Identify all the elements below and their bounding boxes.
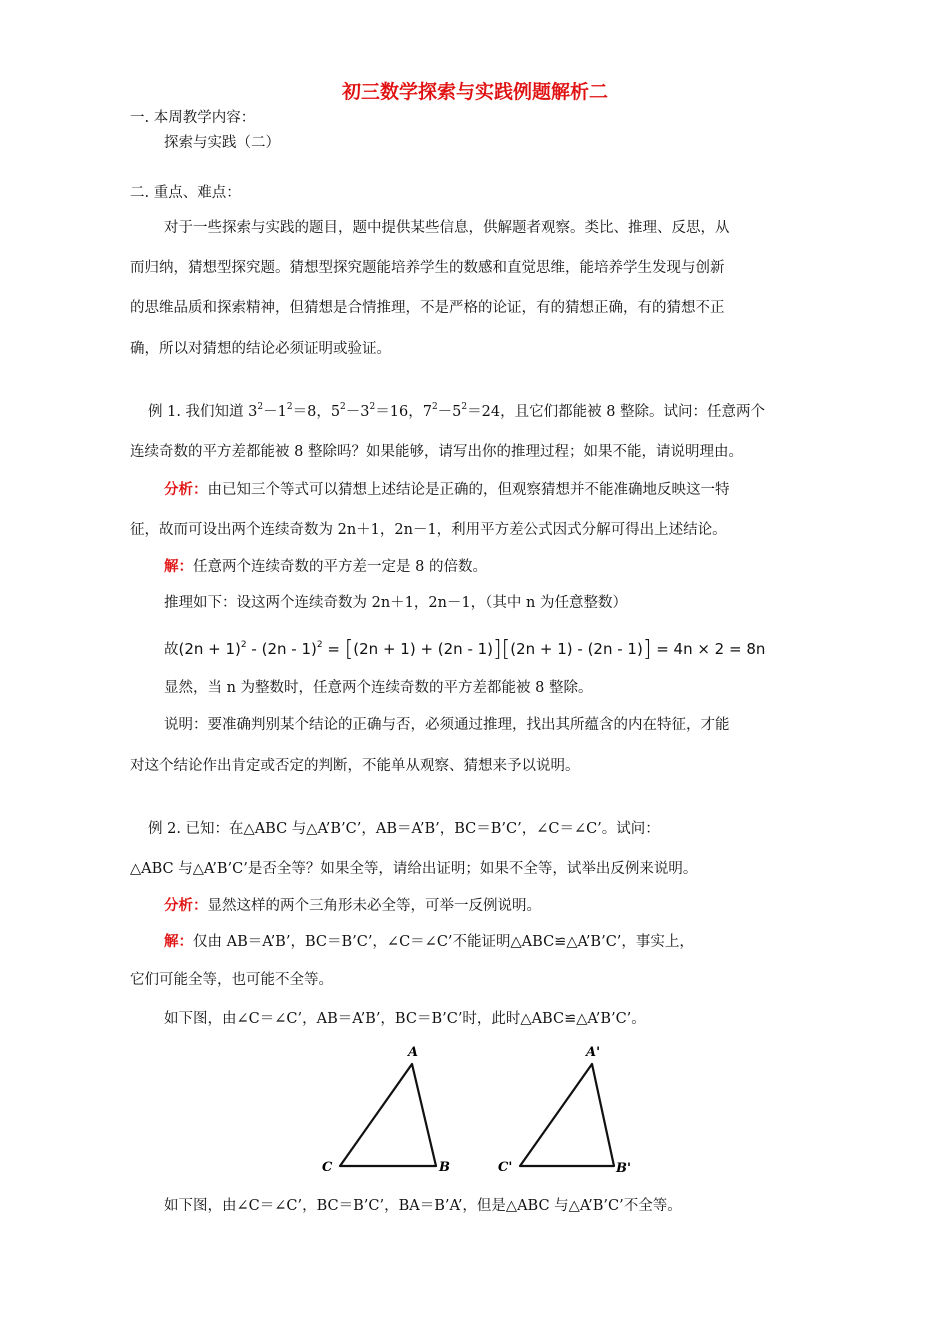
vertex-label-a: A	[408, 1045, 419, 1060]
section2-paragraph-line: 的思维品质和探索精神，但猜想是合情推理，不是严格的论证，有的猜想正确，有的猜想不正	[130, 300, 725, 316]
section1-content: 探索与实践（二）	[164, 135, 280, 151]
document-title: 初三数学探索与实践例题解析二	[341, 81, 608, 103]
triangle-abc-shape	[340, 1064, 436, 1166]
example1-line1: 例 1. 我们知道 $3^2-1^2=8$，$5^2-3^2=16$，$7^2-5^2=24$，且它们都能被 8 整除。试问：任意两个	[148, 402, 766, 420]
triangle-abc	[322, 1045, 450, 1175]
example1-analysis-line1: 分析：由已知三个等式可以猜想上述结论是正确的，但观察猜想并不能准确地反映这一特	[164, 482, 730, 498]
triangles-figure	[310, 1040, 650, 1180]
solution-label: 解：	[164, 559, 193, 575]
example2-solution-line1: 解：仅由 AB＝A’B’，BC＝B’C’，∠C＝∠C’不能证明△ABC≌△A’B’C’，事实上，	[164, 934, 694, 950]
section2-paragraph-line: 而归纳，猜想型探究题。猜想型探究题能培养学生的数感和直觉思维，能培养学生发现与创新	[130, 260, 725, 276]
example1-note-line1: 说明：要准确判别某个结论的正确与否，必须通过推理，找出其所蕴含的内在特征，才能	[164, 717, 730, 733]
example1-formula: 故$(2n + 1)^2 - (2n - 1)^2 = [(2n + 1) + (2n - 1)][(2n + 1) - (2n - 1)] = 4n \times 2 = 8n$	[164, 637, 766, 662]
example1-solution: 解：任意两个连续奇数的平方差一定是 8 的倍数。	[164, 559, 487, 575]
analysis-label: 分析：	[164, 482, 208, 498]
section2-heading: 二. 重点、难点：	[130, 185, 241, 201]
example2-figure-caption1: 如下图，由∠C＝∠C’，AB＝A’B’，BC＝B’C’时，此时△ABC≌△A’B’C’。	[164, 1011, 646, 1027]
example1-analysis-line2: 征，故而可设出两个连续奇数为 2n＋1，2n－1，利用平方差公式因式分解可得出上述结论。	[130, 522, 727, 538]
triangle-a-prime-b-prime-c-prime	[498, 1045, 631, 1176]
example2-figure-caption2: 如下图，由∠C＝∠C’，BC＝B’C’，BA＝B’A’，但是△ABC 与△A’B’C’不全等。	[164, 1198, 682, 1214]
section1-heading: 一. 本周教学内容：	[130, 110, 256, 126]
section2-paragraph-line: 确，所以对猜想的结论必须证明或验证。	[130, 341, 391, 357]
example1-line2: 连续奇数的平方差都能被 8 整除吗？如果能够，请写出你的推理过程；如果不能，请说明理由。	[130, 444, 743, 460]
example1-note-line2: 对这个结论作出肯定或否定的判断，不能单从观察、猜想来予以说明。	[130, 758, 580, 774]
example1-conclusion: 显然，当 n 为整数时，任意两个连续奇数的平方差都能被 8 整除。	[164, 680, 593, 696]
vertex-label-b: B	[439, 1160, 450, 1175]
vertex-label-c: C	[322, 1160, 333, 1175]
section2-paragraph-line: 对于一些探索与实践的题目，题中提供某些信息，供解题者观察。类比、推理、反思，从	[164, 220, 730, 236]
vertex-label-c-prime: C'	[498, 1160, 513, 1175]
example2-line2: △ABC 与△A’B’C’是否全等？如果全等，请给出证明；如果不全等，试举出反例来说明。	[130, 861, 698, 877]
example2-analysis: 分析：显然这样的两个三角形未必全等，可举一反例说明。	[164, 898, 541, 914]
vertex-label-a-prime: A'	[586, 1045, 601, 1060]
analysis-label: 分析：	[164, 898, 208, 914]
solution-label: 解：	[164, 934, 193, 950]
example1-reasoning: 推理如下：设这两个连续奇数为 2n＋1，2n－1，（其中 n 为任意整数）	[164, 595, 627, 611]
example2-solution-line2: 它们可能全等，也可能不全等。	[130, 972, 333, 988]
triangle-a-prime-b-prime-c-prime-shape	[520, 1064, 614, 1166]
example2-line1: 例 2. 已知：在△ABC 与△A’B’C’，AB＝A’B’，BC＝B’C’，∠C＝∠C’。试问：	[148, 821, 660, 837]
vertex-label-b-prime: B'	[616, 1161, 631, 1176]
